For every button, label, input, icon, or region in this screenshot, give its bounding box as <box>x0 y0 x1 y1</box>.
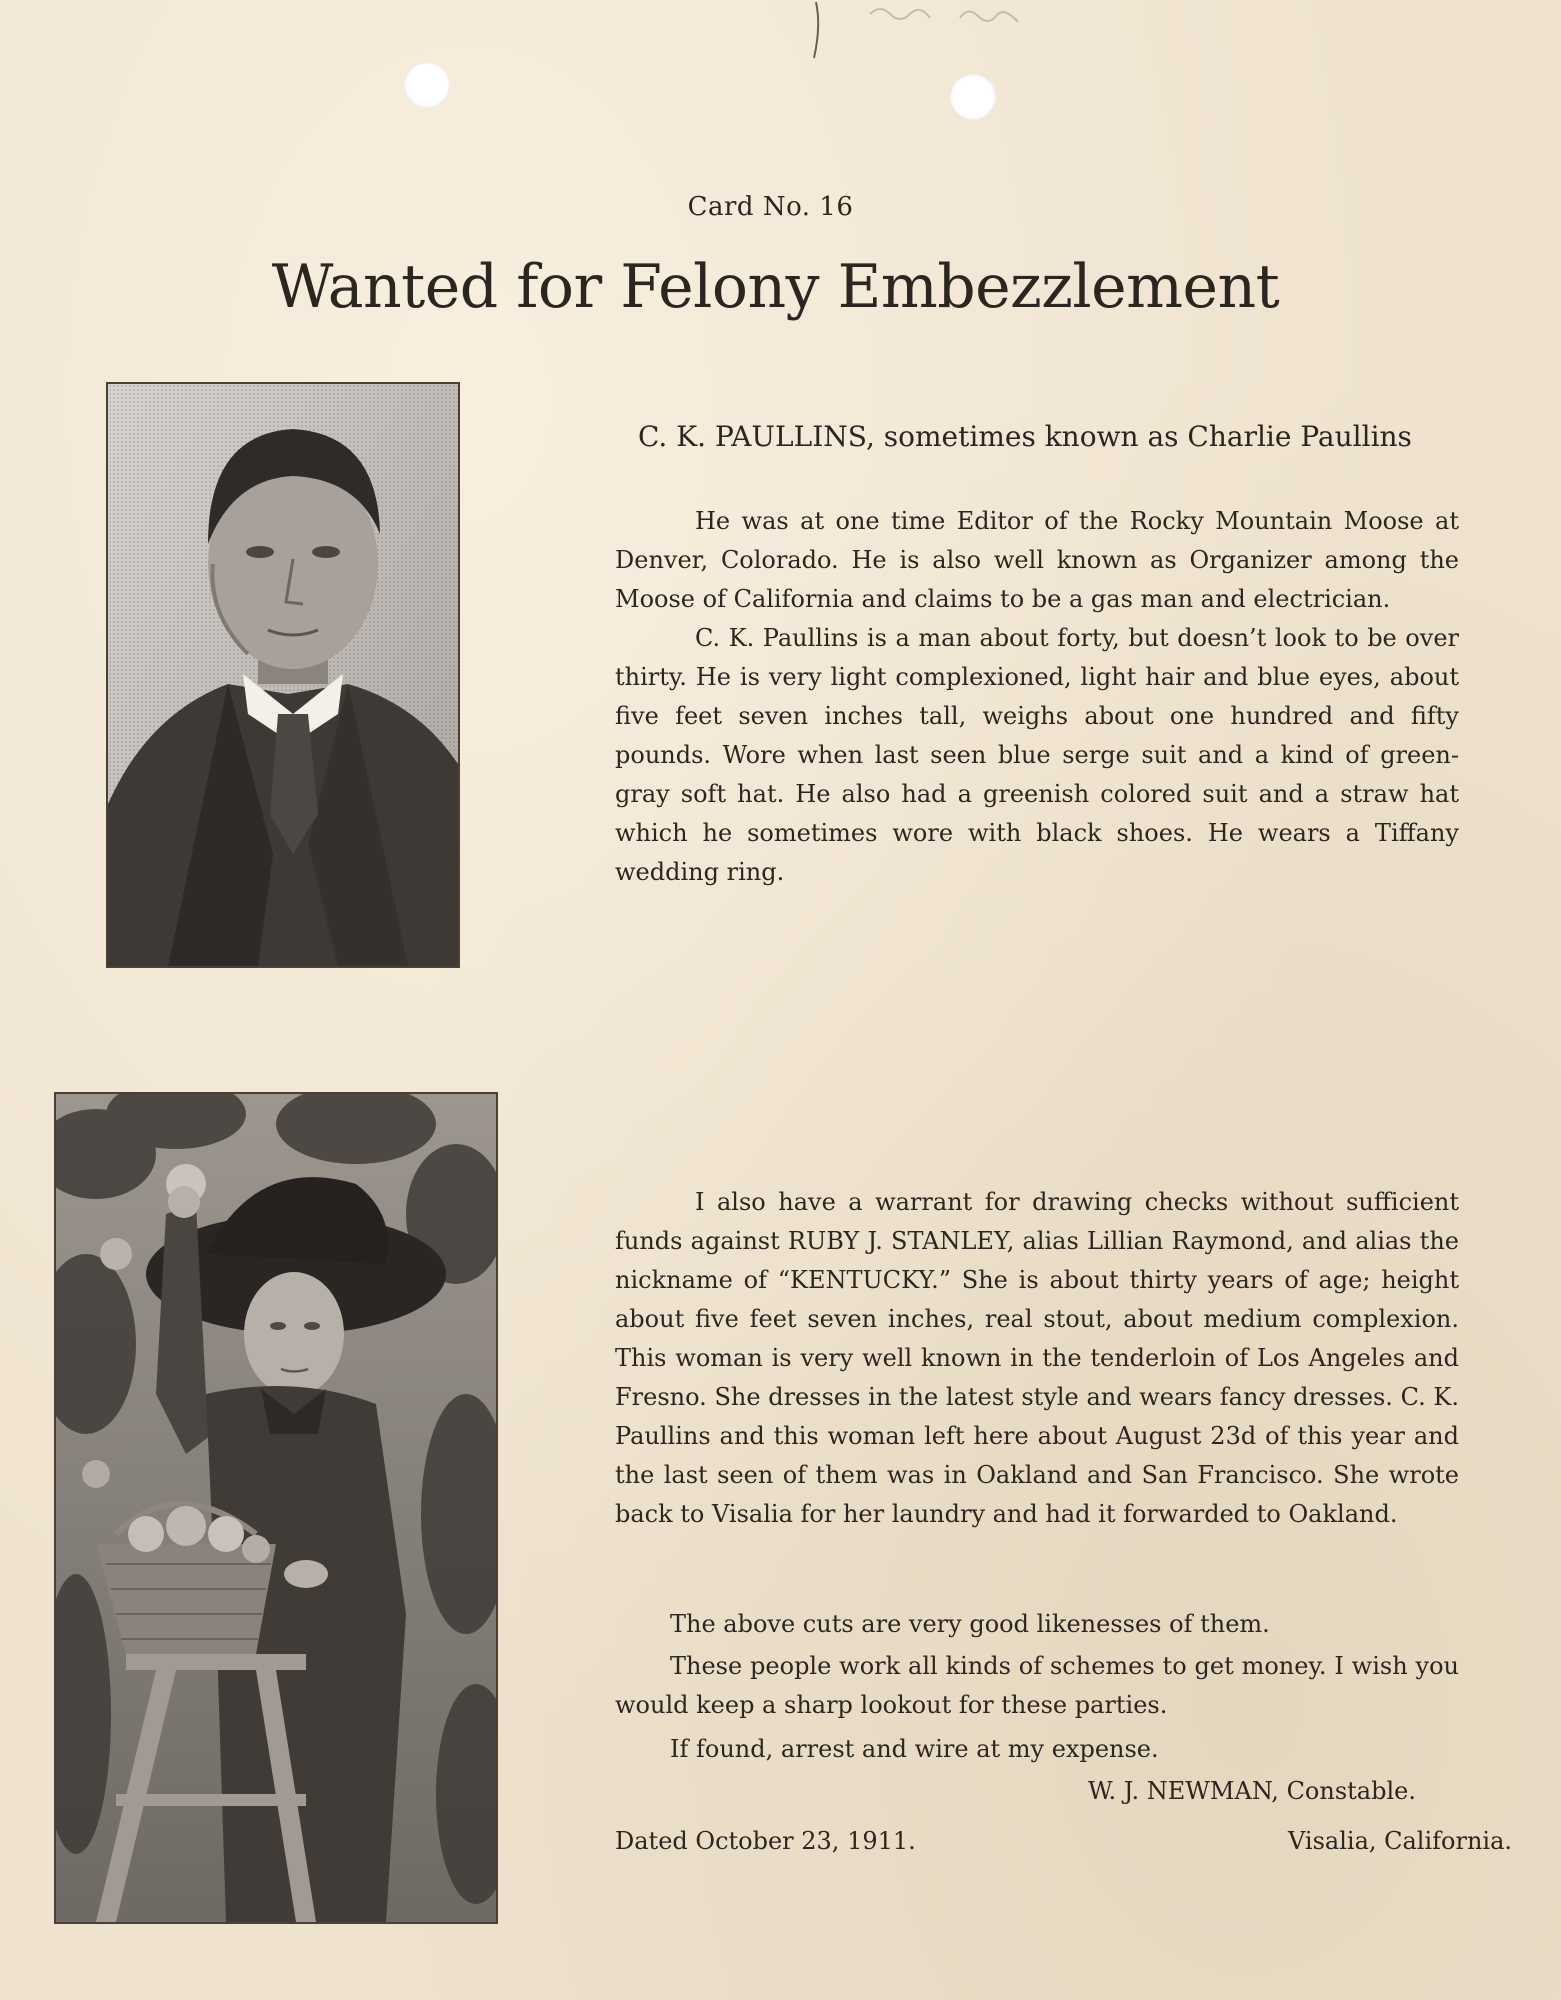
suspect2-description: I also have a warrant for drawing checks without sufficient funds against RUBY J. STANLEY, alias Lillian Raymond, and alias the nickname of “KENTUCKY.” She is about thirty years of age; height about five feet seven inches, real stout, about medium complexion. This woman is very well known in the tenderloin of Los Angeles and Fresno. She dresses in the latest style and wears fancy dresses. C. K. Paullins and this woman left here about August 23d of this year and the last seen of them was in Oakland and San Francisco. She wrote back to Visalia for her laundry and had it forwarded to Oakland. <box>615 1188 1459 1528</box>
suspect1-name: C. K. PAULLINS, sometimes known as Charlie Paullins <box>638 420 1412 453</box>
closing-line-2: These people work all kinds of schemes to get money. I wish you would keep a sharp lookout for these parties. <box>615 1652 1459 1719</box>
suspect1-bio: He was at one time Editor of the Rocky Mountain Moose at Denver, Colorado. He is also well known as Organizer among the Moose of California and claims to be a gas man and electrician. <box>615 507 1459 613</box>
location-line: Visalia, California. <box>1288 1827 1513 1855</box>
closing-line-3: If found, arrest and wire at my expense. <box>670 1735 1159 1763</box>
suspect1-description: C. K. Paullins is a man about forty, but doesn’t look to be over thirty. He is very light complexioned, light hair and blue eyes, about five feet seven inches tall, weighs about one hundred and fifty pounds. Wore when last seen blue serge suit and a kind of green-gray soft hat. He also had a greenish colored suit and a straw hat which he sometimes wore with black shoes. He wears a Tiffany wedding ring. <box>615 624 1459 886</box>
punch-hole-right <box>950 74 996 120</box>
portrait-photo-stanley <box>54 1092 498 1924</box>
punch-hole-left <box>404 62 450 108</box>
page-title: Wanted for Felony Embezzlement <box>271 252 1280 322</box>
date-line: Dated October 23, 1911. <box>615 1827 916 1855</box>
pencil-marks <box>760 0 1080 60</box>
card-number: Card No. 16 <box>687 192 854 222</box>
portrait-photo-paullins <box>106 382 460 968</box>
closing-line-1: The above cuts are very good likenesses of them. <box>670 1610 1270 1638</box>
signature: W. J. NEWMAN, Constable. <box>1088 1777 1416 1805</box>
